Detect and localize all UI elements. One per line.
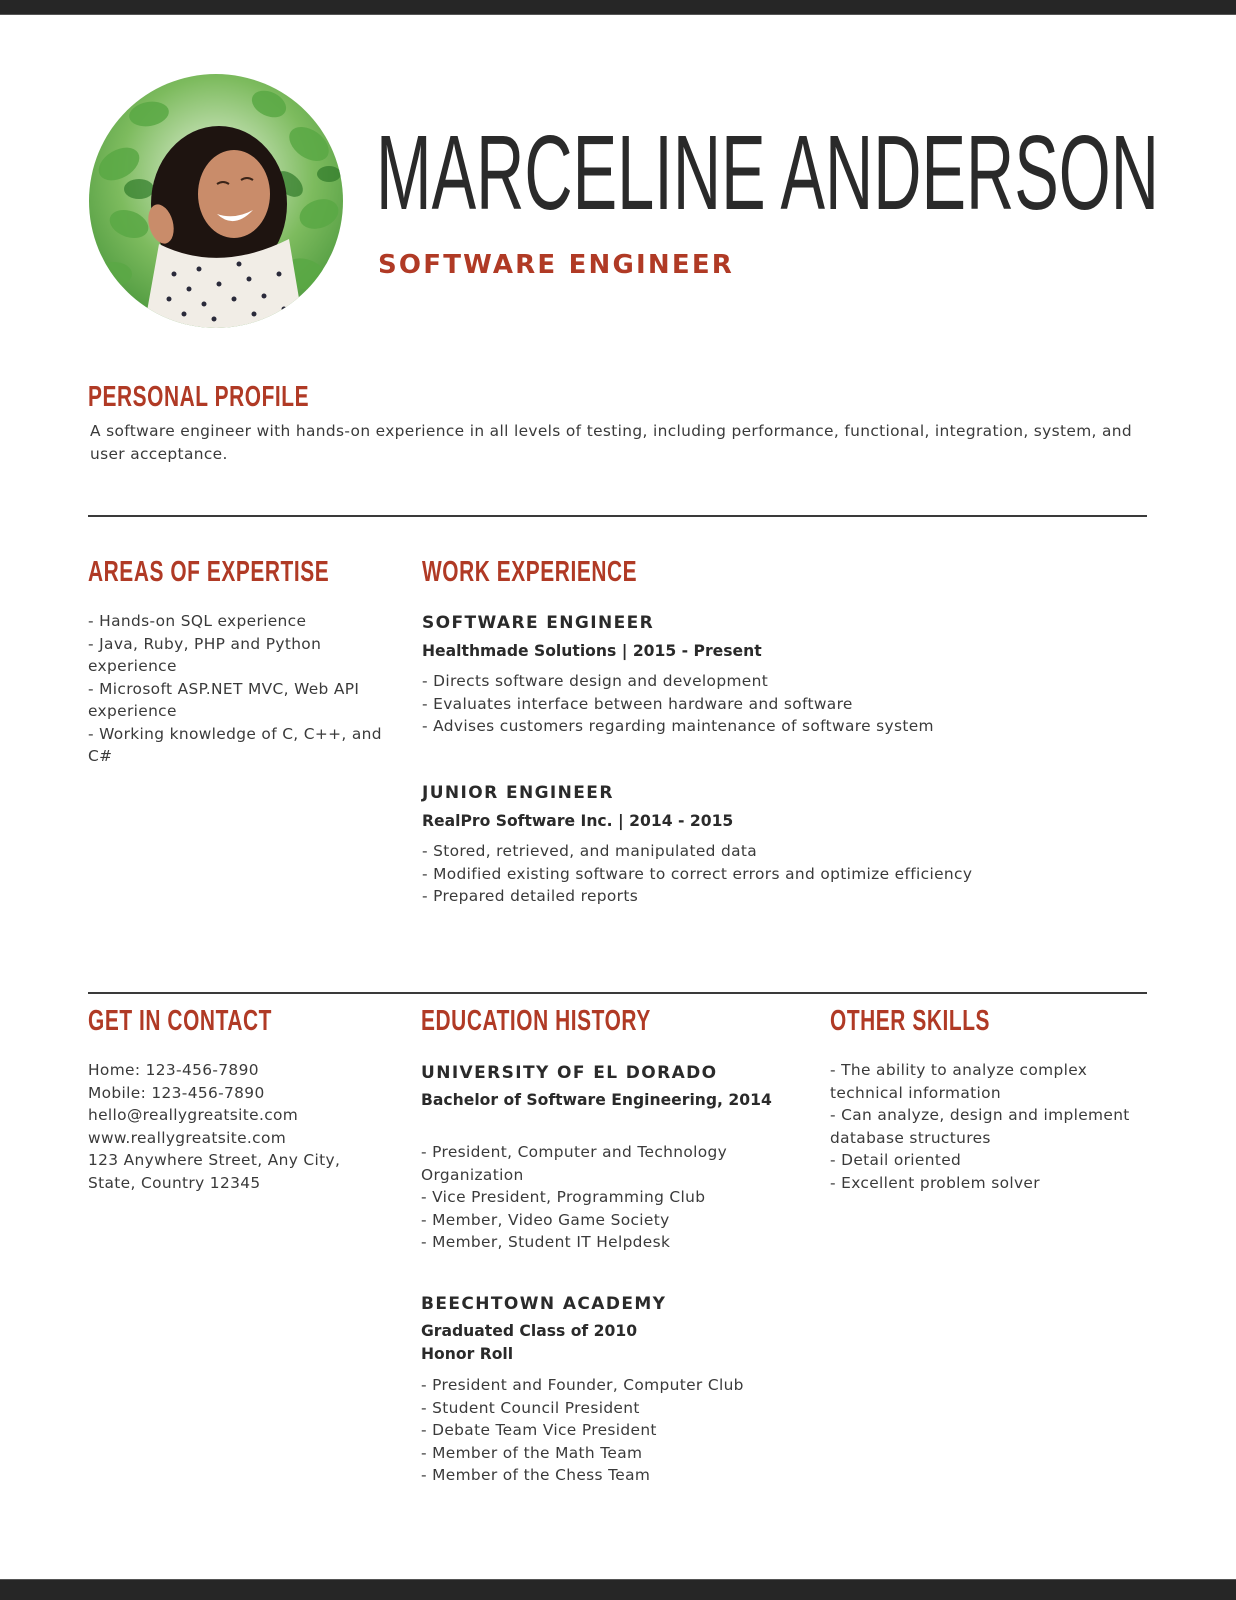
skill-item: - Can analyze, design and implement database structures	[830, 1106, 1130, 1147]
job-company: Healthmade Solutions | 2015 - Present	[422, 642, 762, 660]
school-activity: - Student Council President	[421, 1398, 640, 1417]
expertise-list	[88, 610, 398, 768]
school-activity: - Debate Team Vice President	[421, 1421, 657, 1439]
contact-website[interactable]: www.reallygreatsite.com	[88, 1128, 287, 1147]
expertise-item: - Hands-on SQL experience	[88, 612, 307, 630]
school-name: BEECHTOWN ACADEMY	[421, 1294, 667, 1314]
job-company: RealPro Software Inc. | 2014 - 2015	[422, 812, 734, 830]
skills-list	[830, 1059, 1130, 1194]
contact-mobile-phone: Mobile: 123-456-7890	[88, 1083, 265, 1102]
job-duties	[422, 840, 1142, 908]
school-activity: - Vice President, Programming Club	[421, 1188, 706, 1206]
expertise-item: - Microsoft ASP.NET MVC, Web API experience	[88, 679, 360, 720]
contact-home-phone: Home: 123-456-7890	[88, 1061, 259, 1079]
school-honor: Honor Roll	[421, 1345, 514, 1363]
candidate-title: SOFTWARE ENGINEER	[378, 250, 735, 280]
school-activities	[421, 1374, 791, 1487]
section-divider	[88, 992, 1147, 994]
expertise-item: - Java, Ruby, PHP and Python experience	[88, 634, 322, 675]
contact-heading: GET IN CONTACT	[88, 1005, 272, 1037]
section-divider	[88, 515, 1147, 517]
school-activity: - Member of the Chess Team	[421, 1466, 651, 1484]
skills-heading: OTHER SKILLS	[830, 1005, 991, 1037]
education-heading: EDUCATION HISTORY	[421, 1005, 651, 1037]
bottom-bar	[0, 1579, 1236, 1600]
job-duties	[422, 670, 1142, 738]
skill-item: - Excellent problem solver	[830, 1173, 1040, 1192]
job-title: JUNIOR ENGINEER	[422, 783, 614, 803]
job-duty: - Modified existing software to correct errors and optimize efficiency	[422, 864, 973, 883]
expertise-heading: AREAS OF EXPERTISE	[88, 556, 330, 588]
profile-text: A software engineer with hands-on experience in all levels of testing, including performance, functional, integration, system, and user acceptance.	[90, 422, 1133, 463]
school-activity: - President, Computer and Technology Organization	[421, 1143, 728, 1184]
contact-email[interactable]: hello@reallygreatsite.com	[88, 1106, 299, 1124]
school-activities	[421, 1141, 781, 1254]
portrait-image-icon	[89, 74, 343, 328]
school-activity: - President and Founder, Computer Club	[421, 1376, 744, 1394]
contact-address: 123 Anywhere Street, Any City, State, Country 12345	[88, 1151, 341, 1192]
job-duty: - Advises customers regarding maintenance of software system	[422, 717, 934, 735]
job-duty: - Directs software design and development	[422, 672, 769, 690]
candidate-name: MARCELINE ANDERSON	[376, 114, 1159, 232]
school-activity: - Member, Video Game Society	[421, 1210, 670, 1229]
job-duty: - Prepared detailed reports	[422, 887, 639, 905]
job-duty: - Stored, retrieved, and manipulated data	[422, 842, 758, 860]
school-degree: Graduated Class of 2010	[421, 1322, 638, 1340]
school-name: UNIVERSITY OF EL DORADO	[421, 1063, 718, 1083]
job-title: SOFTWARE ENGINEER	[422, 613, 655, 633]
work-heading: WORK EXPERIENCE	[422, 556, 638, 588]
skill-item: - The ability to analyze complex technical information	[830, 1061, 1088, 1102]
top-bar	[0, 0, 1236, 15]
school-degree: Bachelor of Software Engineering, 2014	[421, 1091, 772, 1109]
expertise-item: - Working knowledge of C, C++, and C#	[88, 724, 382, 765]
profile-photo	[89, 74, 343, 328]
skill-item: - Detail oriented	[830, 1151, 962, 1169]
job-duty: - Evaluates interface between hardware and software	[422, 694, 853, 713]
school-activity: - Member, Student IT Helpdesk	[421, 1233, 671, 1251]
school-activity: - Member of the Math Team	[421, 1443, 643, 1462]
contact-details	[88, 1059, 378, 1194]
profile-heading: PERSONAL PROFILE	[88, 381, 310, 413]
